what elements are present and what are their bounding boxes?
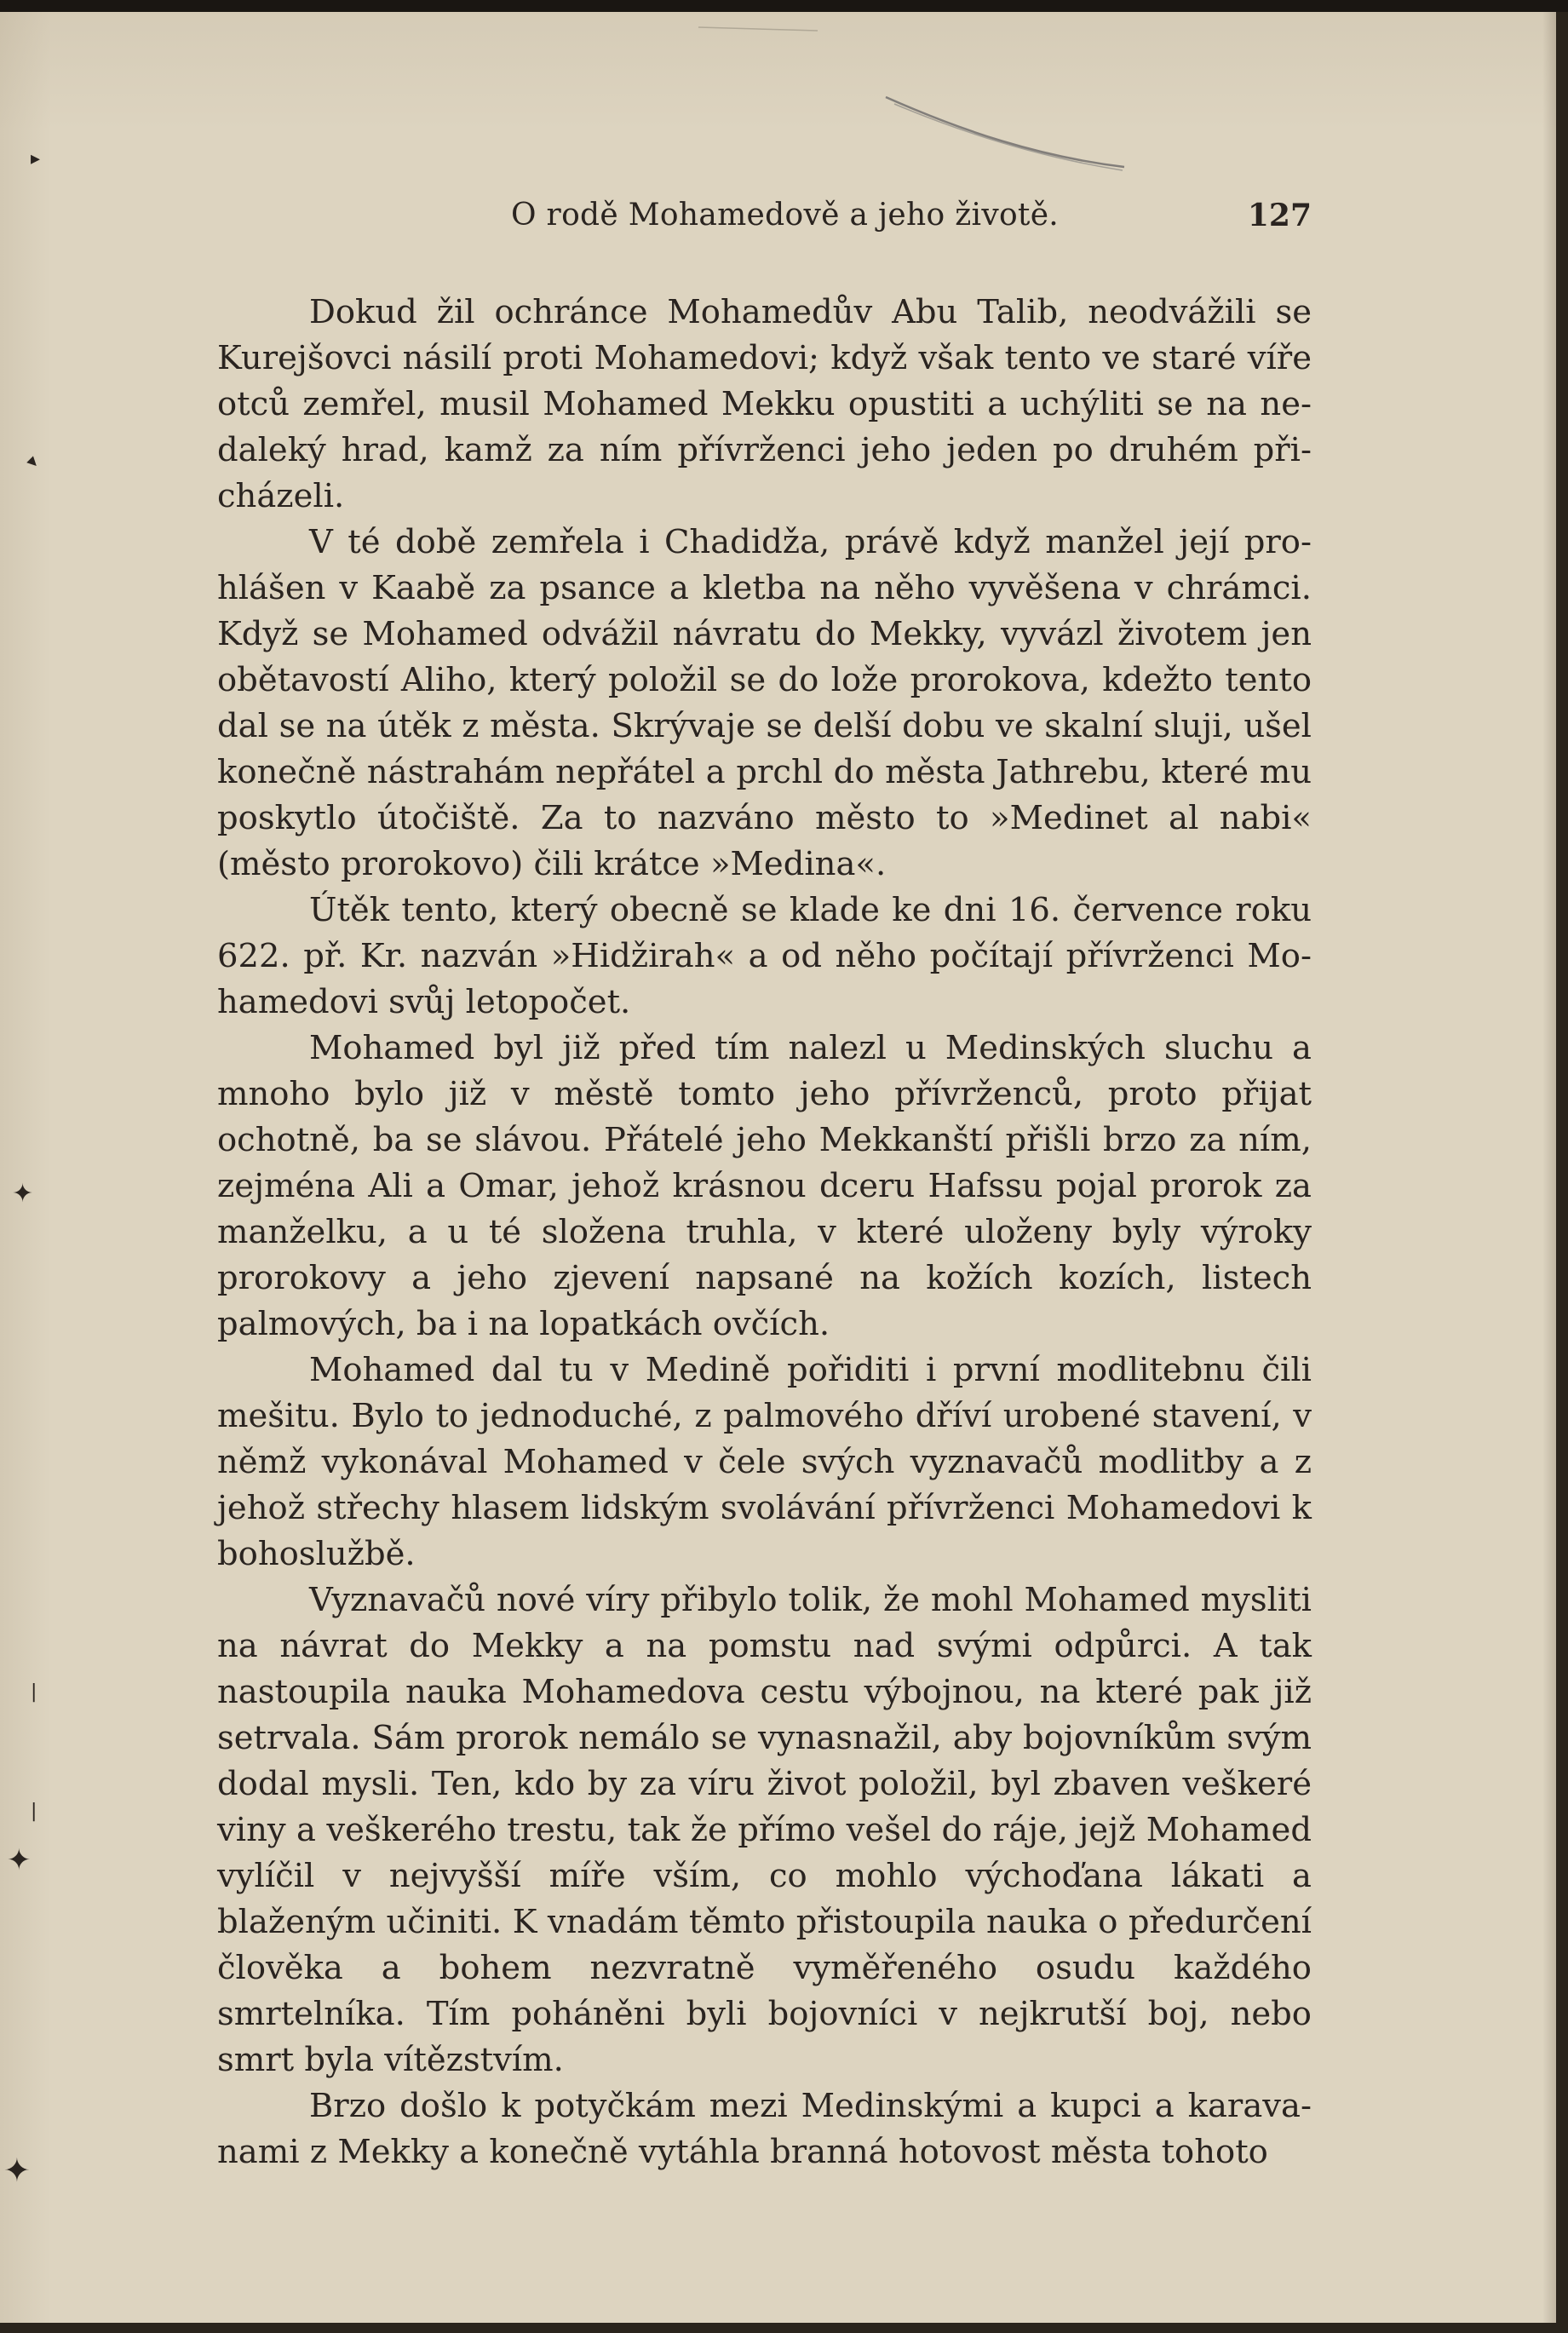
book-page [0,12,1568,2333]
pencil-stroke-decoration [0,12,1568,199]
page-bottom-edge [0,2323,1568,2333]
paragraph: Brzo došlo k potyčkám mezi Medinskými a kupci a karavanami z Mekky a konečně vytáhla branná hotovost města tohoto [217,2087,1312,2171]
page-number: 127 [1247,198,1312,233]
paragraph: Útěk tento, který obecně se klade ke dni 16. července roku 622. př. Kr. nazván »Hidžirah« a od něho počítají přívrženci Mohamedovi svůj letopočet. [217,891,1312,1021]
margin-diamond-icon: ✦ [3,2152,31,2189]
margin-tick-icon: | [31,1801,37,1822]
paragraph: Dokud žil ochránce Mohamedův Abu Talib, neodvážili se Kurejšovci násilí proti Mohamedovi; když však tento ve staré víře otců zemřel, musil Mohamed Mekku opustiti a uchýliti se na nedaleký hrad, kamž za ním přívrženci jeho jeden po druhém přicházeli. [217,293,1312,515]
margin-arrow-icon: ▸ [22,451,45,474]
margin-arrow-icon: ▸ [31,148,41,170]
margin-diamond-icon: ✦ [12,1179,34,1209]
paragraph: Mohamed dal tu v Medině pořiditi i první modlitebnu čili mešitu. Bylo to jednoduché, z palmového dříví urobené stavení, v němž vykonával Mohamed v čele svých vyznavačů modlitby a z jehož střechy hlasem lidským svolávání přívrženci Mohamedovi k bohoslužbě. [217,1351,1312,1573]
running-header [217,182,1312,233]
body-text [217,290,1312,2175]
paragraph: Vyznavačů nové víry přibylo tolik, že mohl Mohamed mysliti na návrat do Mekky a na pomstu nad svými odpůrci. A tak nastoupila nauka Mohamedova cestu výbojnou, na které pak již setrvala. Sám prorok nemálo se vynasnažil, aby bojovníkům svým dodal mysli. Ten, kdo by za víru život položil, byl zbaven veškeré viny a veškerého trestu, tak že přímo vešel do ráje, jejž Mohamed vylíčil v nejvyšší míře vším, co mohlo výchoďana lákati a blaženým učiniti. K vnadám těmto přistoupila nauka o předurčení člověka a bohem nezvratně vyměřeného osudu každého smrtelníka. Tím poháněni byli bojovníci v nejkrutší boj, nebo smrt byla vítězstvím. [217,1581,1312,2079]
margin-diamond-icon: ✦ [7,1843,32,1877]
paragraph: V té době zemřela i Chadidža, právě když manžel její prohlášen v Kaabě za psance a kletba na něho vyvěšena v chrámci. Když se Mohamed odvážil návratu do Mekky, vyvázl životem jen obětavostí Aliho, který položil se do lože prorokova, kdežto tento dal se na útěk z města. Skrývaje se delší dobu ve skalní sluji, ušel konečně nástrahám nepřátel a prchl do města Jathrebu, které mu poskytlo útočiště. Za to nazváno město to »Medinet al nabi« (město prorokovo) čili krátce »Medina«. [217,523,1312,883]
paragraph: Mohamed byl již před tím nalezl u Medinských sluchu a mnoho bylo již v městě tomto jeho přívrženců, proto přijat ochotně, ba se slávou. Přátelé jeho Mekkanští přišli brzo za ním, zejména Ali a Omar, jehož krásnou dceru Hafssu pojal prorok za manželku, a u té složena truhla, v které uloženy byly výroky prorokovy a jeho zjevení napsané na kožích kozích, listech palmových, ba i na lopatkách ovčích. [217,1029,1312,1343]
margin-tick-icon: | [31,1681,37,1703]
page-edge-shadow [1556,12,1568,2333]
running-title: O rodě Mohamedově a jeho životě. [511,198,1060,233]
